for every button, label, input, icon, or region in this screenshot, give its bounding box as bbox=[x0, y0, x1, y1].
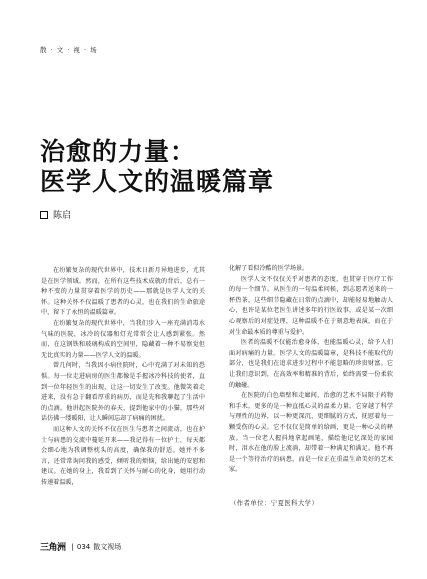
footer-divider: | bbox=[71, 542, 74, 551]
section-tag: 散 · 文 · 视 · 场 bbox=[40, 46, 98, 54]
author-affiliation: （作者单位：宁夏医科大学） bbox=[230, 500, 319, 507]
page-footer bbox=[40, 540, 121, 553]
body-column-left bbox=[41, 266, 205, 488]
author-line bbox=[40, 208, 71, 221]
body-column-right bbox=[229, 264, 393, 476]
paragraph: 在纷繁复杂的现代世界中，当我们步入一座充满消毒水气味的医院，冰冷的仪器和灯光常常会让人感到紧张。然而，在这钢铁和玻璃构成的空间里，隐藏着一种不易察觉但无比真实的力量——医学人文的温暖。 bbox=[41, 319, 205, 359]
author-name: 陈启 bbox=[53, 211, 72, 221]
title-line-1: 治愈的力量： bbox=[40, 137, 197, 166]
page-number: 034 bbox=[76, 542, 91, 551]
paragraph: 曾几何时，当我因小病住院时，心中充满了对未知的恐惧。每一位走进病房的医生都像是手握冰冷科技的使者，直到一位年轻医生的出现，让这一切发生了改变。他微笑着走进来，没有急于翻看厚重的病历，而是先和我聊起了生活中的点滴。他讲起医院外的春天，提到他家中的小猫，那些对话仿佛一缕暖阳，让人瞬间忘却了病痛的困扰。 bbox=[41, 362, 205, 423]
title-line-2: 医学人文的温暖篇章 bbox=[40, 167, 275, 196]
paragraph: 在纷繁复杂的现代世界中，技术日新月异地进步，尤其是在医学领域。然而，在所有这些技术成就的背后，总有一种不变的力量贯穿着医学的历史——那就是医学人文的关怀。这种关怀不仅温暖了患者的心灵，也在我们的生命旅途中，留下了永恒的温暖篇章。 bbox=[41, 267, 205, 317]
paragraph: 医学人文不仅仅关乎对患者的态度，也贯穿于医疗工作的每一个细节。从医生的一句温柔问候，到志愿者送来的一杯热茶，这些细节隐藏在日常的点滴中，却能轻易地触动人心，也许是某位老医生讲述多年的行医故事，或是某一次细心观察后的对症处理，这种温暖不在于刻意地表演，而在于对生命最本质的尊重与爱护。 bbox=[229, 275, 393, 336]
article-title bbox=[40, 137, 274, 197]
paragraph: 在医院的白色墙壁和走廊间，治愈的艺术不局限于药物和手术，更多的是一种直抵心灵的温柔力量。它穿越了科学与理性的边界，以一种更深沉、更细腻的方式，抚慰着每一颗受伤的心灵。它不仅仅是简单的给画，更是一种心灵的释放。当一位老人握抖地拿起画笔，描绘他记忆深处的家园时，泪水在他的脸上流淌，却带着一种满足和满足。他不再是一个等待治疗的病患，而是一位正在重温生命美好的艺术家。 bbox=[229, 392, 393, 474]
magazine-logo: 三角洲 bbox=[40, 543, 66, 553]
paragraph: 医者的温暖不仅能治愈身体，也能温暖心灵，给予人们面对病痛的力量。医学人文的温暖篇章，是科技不能取代的部分，也是我们在追求进步过程中不能忽略的珍贵财富。它让我们意识到，在高效率和精准的背后，始终需要一份柔软的触碰。 bbox=[229, 339, 393, 389]
paragraph: 化解了看似冷酷的医学场景。 bbox=[229, 265, 309, 272]
magazine-name: 散文视场 bbox=[93, 542, 122, 551]
square-icon bbox=[40, 211, 48, 219]
paragraph: 而这种人文的关怀不仅在医生与患者之间流动，也在护士与病患的交流中蔓延开来——我记得有一位护士，每天都会细心地为我调整枕头的高度，确保我的舒适。她并不多言，还常常询问我的感受，倾听我的烦恼，给出她的安慰和建议。在她的身上，我看到了关怀与耐心的化身，她用行动传递着温暖， bbox=[41, 425, 205, 486]
